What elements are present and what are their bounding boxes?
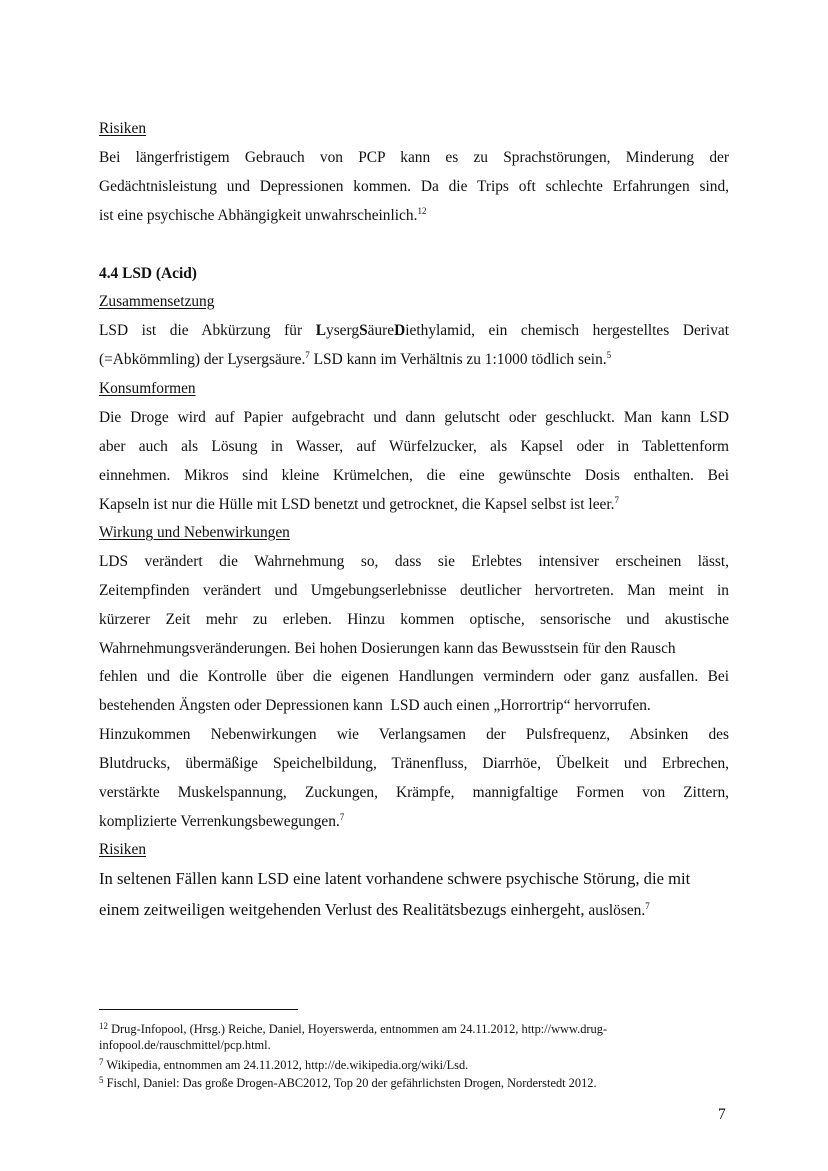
- paragraph-line: ist eine psychische Abhängigkeit unwahrscheinlich.$^{12}$: [99, 206, 427, 224]
- section-title: 4.4 LSD (Acid): [99, 265, 197, 282]
- paragraph-line: Blutdrucks, übermäßige Speichelbildung, Tränenfluss, Diarrhöe, Übelkeit und Erbrechen,: [99, 755, 729, 772]
- footnote-5: $^5$ Fischl, Daniel: Das große Drogen-ABC2012, Top 20 der gefährlichsten Drogen, Norderstedt 2012.: [99, 1075, 597, 1090]
- paragraph-line: Bei längerfristigem Gebrauch von PCP kann es zu Sprachstörungen, Minderung der: [99, 149, 729, 166]
- paragraph-line: Wahrnehmungsveränderungen. Bei hohen Dosierungen kann das Bewusstsein für den Rausch: [99, 640, 676, 657]
- paragraph-line: LSD ist die Abkürzung für LysergSäureDiethylamid, ein chemisch hergestelltes Derivat: [99, 322, 729, 339]
- paragraph-line: einem zeitweiligen weitgehenden Verlust des Realitätsbezugs einhergeht, auslösen.$^7$: [99, 900, 650, 919]
- paragraph-line: (=Abkömmling) der Lysergsäure.$^7$ LSD kann im Verhältnis zu 1:1000 tödlich sein.$^5$: [99, 350, 612, 368]
- paragraph-line: Die Droge wird auf Papier aufgebracht und dann gelutscht oder geschluckt. Man kann LSD: [99, 409, 729, 426]
- footnote-ref: 5: [606, 350, 612, 360]
- paragraph-line: Hinzukommen Nebenwirkungen wie Verlangsamen der Pulsfrequenz, Absinken des: [99, 726, 729, 743]
- paragraph-line: LDS verändert die Wahrnehmung so, dass sie Erlebtes intensiver erscheinen lässt,: [99, 553, 729, 570]
- paragraph-line: In seltenen Fällen kann LSD eine latent vorhandene schwere psychische Störung, die mit: [99, 869, 691, 888]
- lsd-risks-heading: Risiken: [99, 841, 147, 858]
- forms-heading: Konsumformen: [99, 380, 196, 397]
- paragraph-line: verstärkte Muskelspannung, Zuckungen, Krämpfe, mannigfaltige Formen von Zittern,: [99, 784, 729, 801]
- footnote-ref: 7: [305, 350, 310, 360]
- footnote-separator: [99, 1009, 298, 1010]
- footnote-12: $^{12}$ Drug-Infopool, (Hrsg.) Reiche, Daniel, Hoyerswerda, entnommen am 24.11.2012, http://www.drug-: [99, 1021, 608, 1036]
- footnote-ref: 7: [645, 901, 650, 911]
- page-number: 7: [718, 1106, 726, 1123]
- paragraph-line: fehlen und die Kontrolle über die eigenen Handlungen vermindern oder ganz ausfallen. Bei: [99, 668, 729, 685]
- paragraph-line: komplizierte Verrenkungsbewegungen.$^7$: [99, 812, 345, 830]
- paragraph-line: einnehmen. Mikros sind kleine Krümelchen, die eine gewünschte Dosis enthalten. Bei: [99, 467, 729, 484]
- pcp-risks-heading: Risiken: [99, 120, 147, 137]
- paragraph-line: Gedächtnisleistung und Depressionen kommen. Da die Trips oft schlechte Erfahrungen sind,: [99, 178, 729, 195]
- paragraph-line: bestehenden Ängsten oder Depressionen kann LSD auch einen „Horrortrip“ hervorrufen.: [99, 697, 651, 714]
- effects-heading: Wirkung und Nebenwirkungen: [99, 524, 290, 541]
- paragraph-line: aber auch als Lösung in Wasser, auf Würfelzucker, als Kapsel oder in Tablettenform: [99, 438, 729, 455]
- footnote-ref: 7: [614, 495, 619, 505]
- paragraph-line: Kapseln ist nur die Hülle mit LSD benetzt und getrocknet, die Kapsel selbst ist leer.$^7$: [99, 495, 619, 513]
- footnote-ref: 12: [417, 206, 427, 216]
- footnote-12-cont: infopool.de/rauschmittel/pcp.html.: [99, 1038, 271, 1052]
- paragraph-line: Zeitempfinden verändert und Umgebungserlebnisse deutlicher hervortreten. Man meint in: [99, 582, 729, 599]
- footnote-ref: 7: [339, 812, 345, 822]
- paragraph-line: kürzerer Zeit mehr zu erleben. Hinzu kommen optische, sensorische und akustische: [99, 611, 729, 628]
- footnote-7: $^7$ Wikipedia, entnommen am 24.11.2012, http://de.wikipedia.org/wiki/Lsd.: [99, 1057, 469, 1072]
- composition-heading: Zusammensetzung: [99, 293, 215, 310]
